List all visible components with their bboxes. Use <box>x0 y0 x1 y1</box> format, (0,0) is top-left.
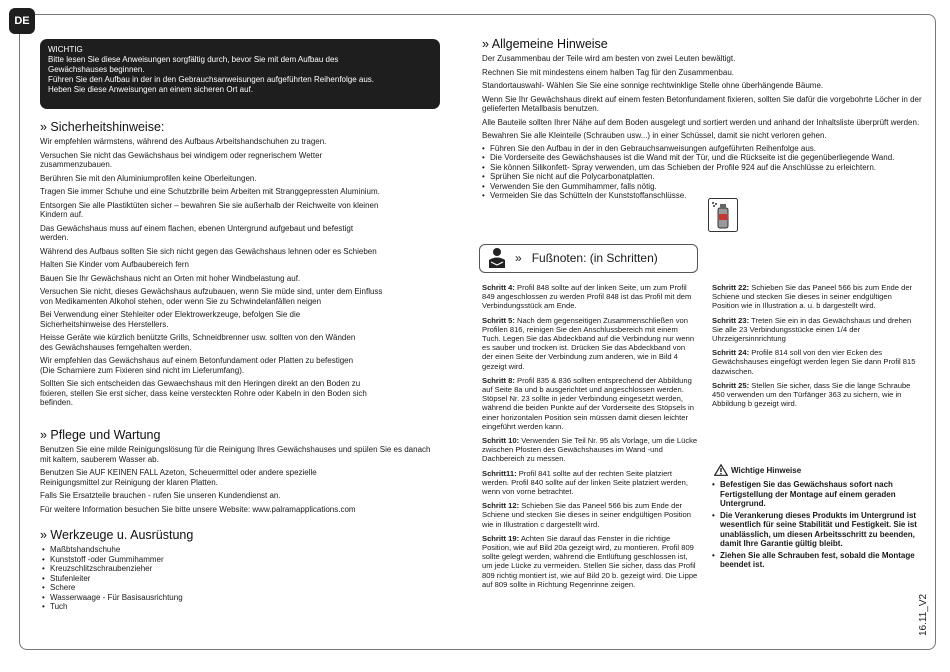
general-bullet: • Vermeiden Sie das Schütteln der Kunststoffanschlüsse. <box>482 191 922 201</box>
safety-para: (Die Scharniere zum Fixieren sind nicht im Lieferumfang). <box>40 365 245 375</box>
step-label: Schritt 23: <box>712 315 750 325</box>
safety-para: Versuchen Sie nicht, dieses Gewächshaus aufzubauen, wenn Sie müde sind, unter dem Einfluss von Medikamenten Alkohol stehen, oder wenn Sie zu Schwindelanfällen neigen <box>40 287 383 306</box>
tools-item: • Kreuzschlitzschraubenzieher <box>42 564 342 574</box>
general-para: Alle Bauteile sollten Ihrer Nähe auf dem Boden ausgelegt und sortiert werden und anhand der Inhaltsliste überprüft werden. <box>482 117 920 127</box>
warning-line: Gewächshauses beginnen. <box>48 65 145 74</box>
safety-para: Wir empfehlen das Gewächshaus auf einem Betonfundament oder Platten zu befestigen <box>40 356 354 365</box>
step-label: Schritt 24: <box>712 348 750 358</box>
important-title: Wichtige Hinweise <box>731 466 802 475</box>
step-label: Schritt 8: <box>482 375 515 385</box>
step-note <box>712 316 920 344</box>
warning-triangle-icon <box>714 464 728 476</box>
step-label: Schritt 5: <box>482 315 515 325</box>
step-note <box>482 501 698 529</box>
tools-item: • Stufenleiter <box>42 574 342 584</box>
tools-title: » Werkzeuge u. Ausrüstung <box>40 528 194 542</box>
step-label: Schritt 22: <box>712 283 750 292</box>
general-bullet: • Verwenden Sie den Gummihammer, falls nötig. <box>482 182 922 192</box>
safety-para: Sollten Sie sich entscheiden das Gewaechshaus mit den Heringen direkt an den Boden zu fixieren, stellen Sie erst sicher, dass keine versteckten Rohre oder Kabeln in den Boden sich befinden. <box>40 379 367 407</box>
tools-item: • Kunststoff -oder Gummihammer <box>42 555 342 565</box>
general-bullet: • Führen Sie den Aufbau in der in den Gebrauchsanweisungen aufgeführten Reihenfolge aus. <box>482 144 922 154</box>
step-text: Profile 814 soll von den vier Ecken des Gewächshauses eingefügt werden legen Sie dann Profil 815 dazwischen. <box>712 348 916 376</box>
warning-line: Heben Sie diese Anweisungen an einem sicheren Ort auf. <box>48 85 254 94</box>
tools-list <box>42 545 342 612</box>
spray-can-icon <box>708 198 738 232</box>
step-note <box>482 283 698 311</box>
step-text: Stellen Sie sicher, dass Sie die lange Schraube 450 verwenden um den Türfänger 363 zu sichern, wie in Abbildung b gezeigt wird. <box>712 380 911 409</box>
step-text: Profil 848 sollte auf der linken Seite, um zum Profil 849 angeschlossen zu werden Profil 848 ist das Profil mit dem Verbindungsstück am Ende. <box>482 283 692 311</box>
important-list <box>712 480 917 570</box>
general-bullet: • Die Vorderseite des Gewächshauses ist die Wand mit der Tür, und die Rückseite ist die gegenüberliegende Wand. <box>482 153 922 163</box>
important-item: • Befestigen Sie das Gewächshaus sofort nach Fertigstellung der Montage auf einem geraden Untergrund. <box>712 480 917 509</box>
safety-para: Wir empfehlen wärmstens, während des Aufbaus Arbeitshandschuhen zu tragen. <box>40 137 327 146</box>
step-note <box>712 348 920 376</box>
step-label: Schritt 10: <box>482 436 520 446</box>
step-note <box>712 381 920 409</box>
care-para: Benutzen Sie AUF KEINEN FALL Azeton, Scheuermittel oder andere spezielle Reinigungsmittel zur Reinigung der klaren Platten. <box>40 468 317 487</box>
safety-para: Während des Aufbaus sollten Sie sich nicht gegen das Gewächshaus lehnen oder es Schieben <box>40 246 377 256</box>
step-label: Schritt11: <box>482 468 517 478</box>
step-note <box>482 376 698 431</box>
safety-para: Das Gewächshaus muss auf einem flachen, ebenen Untergrund aufgebaut und befestigt werden. <box>40 223 354 242</box>
general-bullet: • Sprühen Sie nicht auf die Polycarbonatplatten. <box>482 172 922 182</box>
step-note <box>482 316 698 371</box>
care-para: Benutzen Sie eine milde Reinigungslösung für die Reinigung Ihres Gewächshauses und spülen Sie es danach mit kaltem, sauberem Wasser ab. <box>40 445 431 464</box>
version-label: 16.11_V2 <box>918 593 929 636</box>
warning-line: Bitte lesen Sie diese Anweisungen sorgfältig durch, bevor Sie mit dem Aufbau des <box>48 55 339 64</box>
footnotes-arrow: » <box>515 251 522 265</box>
tools-item: • Schere <box>42 583 342 593</box>
step-label: Schritt 25: <box>712 380 750 390</box>
tools-item: • Wasserwaage - Für Basisausrichtung <box>42 593 342 603</box>
step-text: Profil 841 sollte auf der rechten Seite platziert werden. Profil 840 sollte auf der linken Seite platziert werden, wenn von vorne betrachtet. <box>482 468 688 497</box>
footnotes-title-wrap <box>515 251 658 265</box>
care-title: » Pflege und Wartung <box>40 428 161 442</box>
step-text: Verwenden Sie Teil Nr. 95 als Vorlage, um die Lücke zwischen Pfosten des Gewächshauses im Wand -und Dachbereich zu messen. <box>482 436 698 464</box>
important-item: • Die Verankerung dieses Produkts im Untergrund ist wesentlich für seine Stabilität und Festigkeit. Sie ist unablässlich, um diesen Arbeitsschritt zu beenden, damit Ihre Garantie gültig bleibt. <box>712 511 917 549</box>
step-label: Schritt 12: <box>482 501 520 511</box>
safety-para: Bauen Sie Ihr Gewächshaus nicht an Orten mit hoher Windbelastung auf. <box>40 273 301 283</box>
step-text: Achten Sie darauf das Fenster in die richtige Position, wie auf Bild 20a gezeigt wird, zu montieren. Profil 809 sollte gelegt werden, während die Entlüftung geschlossen ist, um jede Lücke zu vermeiden. Stellen Sie sicher, dass das Profil 809 richtig montiert ist, wie auf Bild 20 b. gezeigt wird. Die Lippe auf 809 sollte in Richtung Regenrinne zeigen. <box>482 533 698 589</box>
care-para: Für weitere Information besuchen Sie bitte unsere Website: www.palramapplications.com <box>40 504 356 514</box>
tools-item: • Maßbtshandschuhe <box>42 545 342 555</box>
step-text: Schieben Sie das Paneel 566 bis zum Ende der Schiene und stecken Sie dieses in seiner endgültigen Position wie in Illustration c dargestellt wird. <box>482 501 691 529</box>
footnotes-title: Fußnoten: (in Schritten) <box>531 251 658 265</box>
general-title: » Allgemeine Hinweise <box>482 37 608 51</box>
step-label: Schritt 19: <box>482 533 520 543</box>
warning-title: WICHTIG <box>48 45 83 54</box>
tools-item: • Tuch <box>42 602 342 612</box>
safety-para: Halten Sie Kinder vom Aufbaubereich fern <box>40 260 189 269</box>
footnotes-right <box>712 283 920 408</box>
footnotes-left <box>482 283 698 589</box>
warning-box <box>40 39 440 109</box>
safety-list <box>40 137 440 408</box>
step-label: Schritt 4: <box>482 283 515 292</box>
safety-para: Tragen Sie immer Schuhe und eine Schutzbrille beim Arbeiten mit Stranggepressten Aluminium. <box>40 187 380 196</box>
step-text: Schieben Sie das Paneel 566 bis zum Ende der Schiene und stecken Sie dieses in seiner endgültigen Position wie in Illustration a. u. b dargestellt wird. <box>712 283 913 311</box>
safety-para: Heisse Geräte wie kürzlich benützte Grills, Schneidbrenner usw. sollten von den Wänden des Gewächshauses ferngehalten werden. <box>40 333 356 352</box>
general-para: Standortauswahl- Wählen Sie Sie eine sonnige rechtwinklige Stelle ohne überhängende Bäume. <box>482 81 824 90</box>
step-note <box>482 436 698 464</box>
step-text: Profil 835 & 836 sollten entsprechend der Abbildung auf Seite 8a und b ausgerichtet und angeschlossen werden. Stöpsel Nr. 23 sollte in jeder Verbindung eingesetzt werden, während die beiden Punkte auf der Vorderseite des Stöpsels in einer horizontalen Position sein müssen damit diesen leichter eingeführt werden kann. <box>482 375 694 431</box>
important-item: • Ziehen Sie alle Schrauben fest, sobald die Montage beendet ist. <box>712 551 917 570</box>
reader-icon <box>486 247 508 269</box>
step-note <box>482 534 698 589</box>
language-badge <box>9 8 35 34</box>
safety-para: Bei Verwendung einer Stehleiter oder Elektrowerkzeuge, befolgen Sie die Sicherheitshinweise des Herstellers. <box>40 310 301 329</box>
safety-para: Berühren Sie mit den Aluminiumprofilen keine Oberleitungen. <box>40 173 257 183</box>
safety-para: Versuchen Sie nicht das Gewächshaus bei windigem oder regnerischem Wetter zusammenzubauen. <box>40 150 323 169</box>
step-text: Nach dem gegenseitigen Zusammenschließen von Profilen 816, reinigen Sie den Anschlussbereich mit einem Tuch. Legen Sie das Abdeckband auf die Verbindung nur wenn es sauber und trocken ist. Drücken Sie das Abdeckband von der einen Seite der Verbindung zum anderen, wie in Bild 4 gezeigt wird. <box>482 315 695 371</box>
step-note <box>482 469 698 497</box>
general-list <box>482 54 922 201</box>
general-bullet: • Sie können Silikonfett- Spray verwenden, um das Schieben der Profile 924 auf die Anschlüsse zu erleichtern. <box>482 163 922 173</box>
care-list <box>40 445 435 514</box>
general-para: Der Zusammenbau der Teile wird am besten von zwei Leuten bewältigt. <box>482 54 736 63</box>
care-para: Falls Sie Ersatzteile brauchen - rufen Sie unseren Kundendienst an. <box>40 491 281 500</box>
step-note <box>712 283 920 311</box>
safety-para: Entsorgen Sie alle Plastiktüten sicher – bewahren Sie sie außerhalb der Reichweite von kleinen Kindern auf. <box>40 200 379 219</box>
safety-title: » Sicherheitshinweise: <box>40 120 165 134</box>
general-para: Rechnen Sie mit mindestens einem halben Tag für den Zusammenbau. <box>482 67 734 77</box>
general-para: Bewahren Sie alle Kleinteile (Schrauben usw...) in einer Schüssel, damit sie nicht verloren gehen. <box>482 131 827 140</box>
warning-line: Führen Sie den Aufbau in der in den Gebrauchsanweisungen aufgeführten Reihenfolge aus. <box>48 75 375 84</box>
step-text: Treten Sie ein in das Gewächshaus und drehen Sie alle 23 Verbindungsstücke einen 1/4 der Uhrzeigersinnrichtung <box>712 315 912 344</box>
language-code: DE <box>14 15 30 27</box>
general-bullets <box>482 144 922 201</box>
general-para: Wenn Sie Ihr Gewächshaus direkt auf einem festen Betonfundament fixieren, sollten Sie dafür die vorgebohrte Löcher in der gelieferten Metallbasis benutzen. <box>482 94 922 113</box>
